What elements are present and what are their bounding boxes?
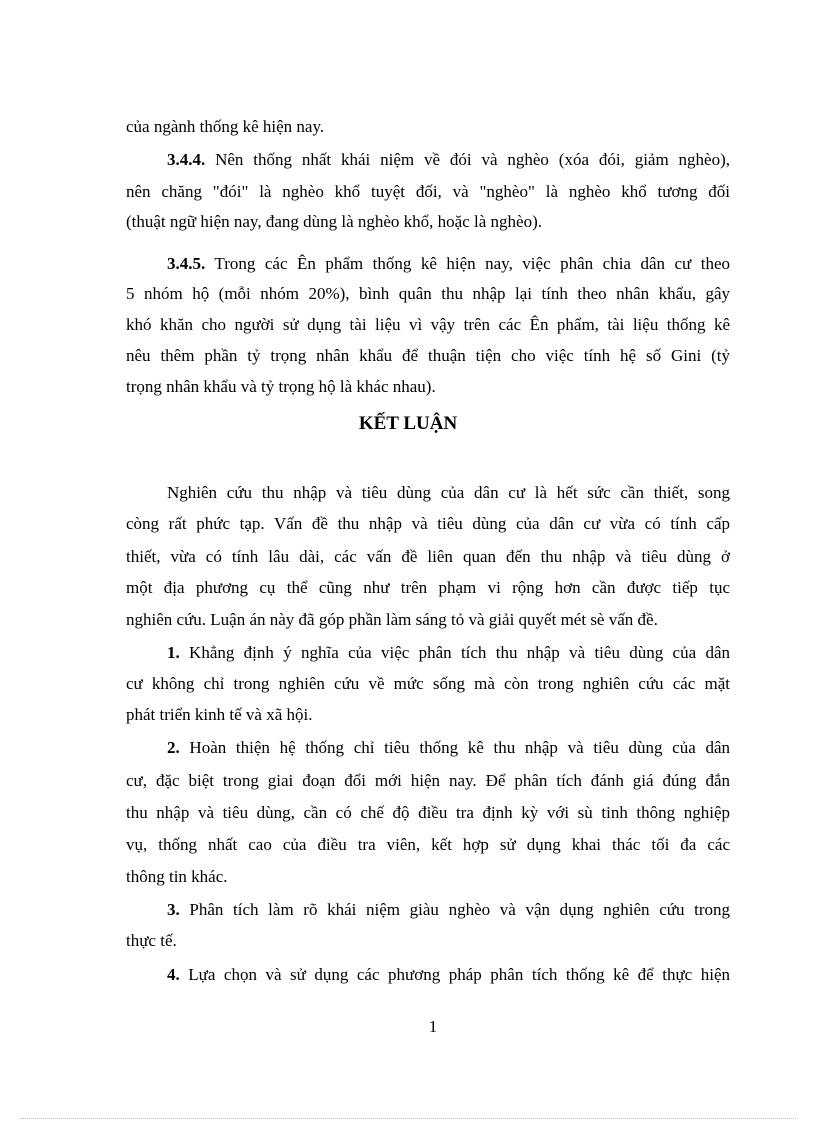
text-line: cư không chỉ trong nghiên cứu về mức sống mà còn trong nghiên cứu các mặt: [126, 674, 730, 693]
text-line: 5 nhóm hộ (mỗi nhóm 20%), bình quân thu nhập lại tính theo nhân khẩu, gây: [126, 284, 730, 303]
item-number: 1.: [167, 643, 180, 662]
text-line: Nghiên cứu thu nhập và tiêu dùng của dân cư là hết sức cần thiết, song: [167, 483, 730, 502]
text-line: 1. Khẳng định ý nghĩa của việc phân tích thu nhập và tiêu dùng của dân: [167, 643, 730, 662]
text-line: (thuật ngữ hiện nay, đang dùng là nghèo khổ, hoặc là nghèo).: [126, 212, 543, 231]
text-line: 3.4.4. Nên thống nhất khái niệm về đói và nghèo (xóa đói, giảm nghèo),: [167, 150, 730, 169]
text-line: thu nhập và tiêu dùng, cần có chế độ điều tra định kỳ với sù tinh thông nghiệp: [126, 803, 730, 822]
text-line: thiết, vừa có tính lâu dài, các vấn đề liên quan đến thu nhập và tiêu dùng ở: [126, 547, 730, 566]
text-line: thông tin khác.: [126, 867, 228, 886]
text-line: thực tế.: [126, 931, 177, 950]
section-heading: KẾT LUẬN: [358, 413, 458, 434]
text-line: một địa phương cụ thể cũng như trên phạm vi rộng hơn cần được tiếp tục: [126, 578, 730, 597]
section-number: 3.4.4.: [167, 150, 206, 169]
text-line: của ngành thống kê hiện nay.: [126, 117, 325, 136]
text-line: nghiên cứu. Luận án này đã góp phần làm sáng tỏ và giải quyết mét sè vấn đề.: [126, 610, 658, 629]
text-line: còng rất phức tạp. Vấn đề thu nhập và tiêu dùng của dân cư vừa có tính cấp: [126, 514, 730, 533]
text-line: khó khăn cho người sử dụng tài liệu vì vậy trên các Ên phẩm, tài liệu thống kê: [126, 315, 730, 334]
page-bottom-divider: [20, 1118, 796, 1119]
text-line: vụ, thống nhất cao của điều tra viên, kết hợp sử dụng khai thác tối đa các: [126, 835, 730, 854]
page-number: 1: [428, 1017, 438, 1036]
text-line: nên chăng "đói" là nghèo khổ tuyệt đối, và "nghèo" là nghèo khổ tương đối: [126, 182, 730, 201]
text-line: 3.4.5. Trong các Ên phẩm thống kê hiện nay, việc phân chia dân cư theo: [167, 254, 730, 273]
text-line: 3. Phân tích làm rõ khái niệm giàu nghèo và vận dụng nghiên cứu trong: [167, 900, 730, 919]
text-line: cư, đặc biệt trong giai đoạn đổi mới hiện nay. Để phân tích đánh giá đúng đắn: [126, 771, 730, 790]
text-line: 2. Hoàn thiện hệ thống chỉ tiêu thống kê thu nhập và tiêu dùng của dân: [167, 738, 730, 757]
text-line: phát triển kinh tế và xã hội.: [126, 705, 313, 724]
item-number: 2.: [167, 738, 180, 757]
item-number: 4.: [167, 965, 180, 984]
text-line: nêu thêm phần tỷ trọng nhân khẩu để thuận tiện cho việc tính hệ số Gini (tỷ: [126, 346, 730, 365]
text-line: trọng nhân khẩu và tỷ trọng hộ là khác nhau).: [126, 377, 436, 396]
text-line: 4. Lựa chọn và sử dụng các phương pháp phân tích thống kê để thực hiện: [167, 965, 730, 984]
section-number: 3.4.5.: [167, 254, 206, 273]
item-number: 3.: [167, 900, 180, 919]
